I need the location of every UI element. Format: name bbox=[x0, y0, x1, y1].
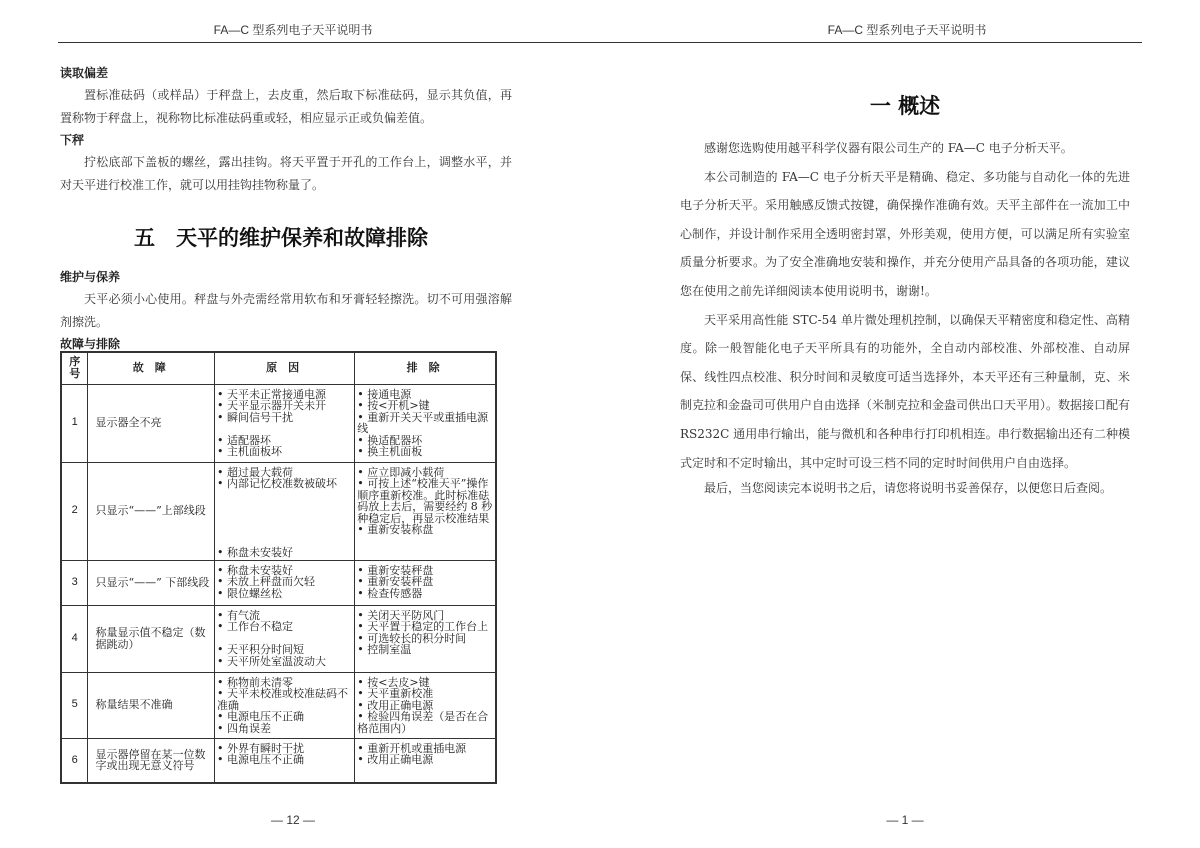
left-page-footer: — 12 — bbox=[270, 813, 315, 827]
remedy-item: • 关闭天平防风门 bbox=[357, 608, 445, 622]
remedy-item: • 应立即减小载荷 bbox=[357, 465, 445, 479]
troubleshooting-table bbox=[60, 351, 497, 784]
chapter-title: 五 天平的维护保养和故障排除 bbox=[134, 225, 428, 250]
table-row bbox=[61, 384, 496, 462]
remedy-cell bbox=[355, 384, 496, 462]
cause-cell bbox=[215, 672, 355, 738]
cause-cell bbox=[215, 738, 355, 783]
header-rule bbox=[58, 42, 1142, 43]
fault-cell: 只显示“——”上部线段 bbox=[88, 462, 215, 560]
table-row bbox=[61, 560, 496, 605]
section-heading: 维护与保养 bbox=[60, 270, 121, 284]
paragraph: 感谢您选购使用越平科学仪器有限公司生产的 FA—C 电子分析天平。 bbox=[704, 141, 1073, 155]
cause-item bbox=[217, 423, 352, 435]
remedy-cell bbox=[355, 462, 496, 560]
remedy-item: • 重新开关天平或重插电源线 bbox=[357, 410, 489, 435]
cause-item: • 适配器坏 bbox=[217, 433, 272, 447]
table-header-row bbox=[61, 352, 496, 384]
remedy-cell bbox=[355, 738, 496, 783]
cause-item: • 外界有瞬时干扰 bbox=[217, 741, 305, 755]
row-number: 6 bbox=[61, 738, 88, 783]
paragraph: 本公司制造的 FA—C 电子分析天平是精确、稳定、多功能与自动化一体的先进电子分析天平。采用触感反馈式按键，确保操作准确有效。天平主部件在一流加工中心制作，并设计制作采用全透明密封罩，外形美观，使用方便，可以满足所有实验室质量分析要求。为了安全准确地安装和操作，并充分使用产品具备的各项功能，建议您在使用之前先详细阅读本使用说明书，谢谢!。 bbox=[680, 169, 1130, 298]
cause-item: • 电源电压不正确 bbox=[217, 753, 305, 766]
cause-item: • 天平所处室温波动大 bbox=[217, 654, 327, 668]
remedy-item: • 按<去皮>键 bbox=[357, 675, 430, 689]
cause-cell bbox=[215, 560, 355, 605]
cause-item: • 瞬间信号干扰 bbox=[217, 410, 294, 424]
header-cause: 原 因 bbox=[215, 352, 355, 384]
table-row bbox=[61, 672, 496, 738]
section-heading: 下秤 bbox=[60, 133, 85, 147]
chapter-title: 一 概述 bbox=[869, 94, 941, 118]
table-row bbox=[61, 605, 496, 672]
row-number: 5 bbox=[61, 672, 88, 738]
header-remedy: 排 除 bbox=[355, 352, 496, 384]
remedy-item: • 换主机面板 bbox=[357, 445, 423, 458]
fault-cell: 称量显示值不稳定（数据跳动） bbox=[88, 605, 215, 672]
remedy-item: • 检验四角误差（是否在合格范围内） bbox=[357, 710, 489, 735]
cause-item: • 限位螺丝松 bbox=[217, 586, 283, 600]
remedy-item: • 重新安装称盘 bbox=[357, 523, 434, 536]
cause-cell bbox=[215, 462, 355, 560]
paragraph: 最后，当您阅读完本说明书之后，请您将说明书妥善保存，以便您日后查阅。 bbox=[704, 481, 1113, 496]
cause-item: • 天平显示器开关未开 bbox=[217, 399, 327, 412]
cause-item: • 天平未校准或校准砝码不准确 bbox=[217, 687, 349, 712]
row-number: 2 bbox=[61, 462, 88, 560]
cause-item: • 称物前未清零 bbox=[217, 675, 294, 689]
cause-item bbox=[217, 501, 352, 513]
cause-item: • 主机面板坏 bbox=[217, 445, 283, 458]
remedy-item: • 控制室温 bbox=[357, 643, 412, 656]
section-heading: 故障与排除 bbox=[60, 337, 121, 351]
table-row bbox=[61, 462, 496, 560]
row-number: 3 bbox=[61, 560, 88, 605]
remedy-item: • 可选较长的积分时间 bbox=[357, 631, 467, 645]
cause-item bbox=[217, 524, 352, 536]
remedy-item: • 改用正确电源 bbox=[357, 753, 434, 766]
paragraph: 拧松底部下盖板的螺丝，露出挂钩。将天平置于开孔的工作台上，调整水平，并对天平进行校准工作，就可以用挂钩挂物称量了。 bbox=[60, 155, 512, 192]
cause-item bbox=[217, 490, 352, 502]
remedy-cell bbox=[355, 672, 496, 738]
remedy-item: • 天平重新校准 bbox=[357, 687, 434, 700]
remedy-item: • 改用正确电源 bbox=[357, 698, 434, 712]
remedy-cell bbox=[355, 605, 496, 672]
fault-cell: 称量结果不准确 bbox=[88, 672, 215, 738]
paragraph: 天平必须小心使用。秤盘与外壳需经常用软布和牙膏轻轻擦洗。切不可用强溶解剂擦洗。 bbox=[60, 292, 512, 329]
remedy-item: • 天平置于稳定的工作台上 bbox=[357, 620, 489, 633]
right-page-footer: — 1 — bbox=[886, 813, 924, 827]
fault-cell: 显示器全不亮 bbox=[88, 384, 215, 462]
paragraph: 天平采用高性能 STC-54 单片微处理机控制，以确保天平精密度和稳定性、高精度。除一般智能化电子天平所具有的功能外，全自动内部校准、外部校准、自动屏保、线性四点校准、积分时间和灵敏度可适当选择外，本天平还有三种量制，克、米制克拉和金盎司可供用户自由选择（米制克拉和金盎司供出口天平用）。数据接口配有 RS232C 通用串行输出，能与微机和各种串行打印机相连。串行数据输出还有二种模式定时和不定时输出，其中定时可设三档不同的定时时间供用户自由选择。 bbox=[680, 312, 1131, 470]
table-row bbox=[61, 738, 496, 783]
left-page bbox=[60, 62, 512, 355]
cause-item: • 称盘未安装好 bbox=[217, 546, 294, 559]
remedy-item: • 换适配器坏 bbox=[357, 433, 423, 447]
row-number: 1 bbox=[61, 384, 88, 462]
remedy-item: • 重新安装秤盘 bbox=[357, 563, 434, 577]
section-heading: 读取偏差 bbox=[60, 66, 109, 80]
row-number: 4 bbox=[61, 605, 88, 672]
cause-item: • 超过最大载荷 bbox=[217, 465, 294, 479]
cause-item: • 天平积分时间短 bbox=[217, 643, 305, 656]
paragraph: 置标准砝码（或样品）于秤盘上，去皮重，然后取下标准砝码，显示其负值，再置称物于秤盘上，视称物比标准砝码重或轻，相应显示正或负偏差值。 bbox=[60, 88, 512, 125]
cause-item bbox=[217, 513, 352, 525]
cause-item: • 电源电压不正确 bbox=[217, 710, 305, 723]
right-page-header: FA—C 型系列电子天平说明书 bbox=[827, 23, 987, 37]
remedy-item: • 接通电源 bbox=[357, 387, 412, 401]
right-page bbox=[680, 90, 1130, 499]
remedy-cell bbox=[355, 560, 496, 605]
header-no: 序号 bbox=[61, 352, 88, 384]
remedy-item: • 重新安装秤盘 bbox=[357, 575, 434, 588]
cause-item: • 有气流 bbox=[217, 608, 261, 622]
cause-item: • 天平未正常接通电源 bbox=[217, 387, 327, 401]
remedy-item: • 重新开机或重插电源 bbox=[357, 741, 467, 755]
cause-item: • 工作台不稳定 bbox=[217, 620, 294, 633]
remedy-item: • 可按上述“校准天平”操作顺序重新校准。此时标准砝码放上去后，需要经约 8 秒种稳定后，再显示校准结果 bbox=[357, 477, 493, 525]
cause-cell bbox=[215, 605, 355, 672]
fault-cell: 只显示“——” 下部线段 bbox=[88, 560, 215, 605]
cause-item: • 称盘未安装好 bbox=[217, 563, 294, 577]
remedy-item: • 按<开机>键 bbox=[357, 399, 430, 412]
cause-item: • 未放上秤盘而欠轻 bbox=[217, 575, 316, 588]
cause-item: • 四角误差 bbox=[217, 721, 272, 735]
cause-item: • 内部记忆校准数被破坏 bbox=[217, 477, 338, 490]
fault-cell: 显示器停留在某一位数字或出现无意义符号 bbox=[88, 738, 215, 783]
header-fault: 故 障 bbox=[88, 352, 215, 384]
cause-cell bbox=[215, 384, 355, 462]
remedy-item: • 检查传感器 bbox=[357, 586, 423, 600]
left-page-header: FA—C 型系列电子天平说明书 bbox=[213, 23, 373, 37]
